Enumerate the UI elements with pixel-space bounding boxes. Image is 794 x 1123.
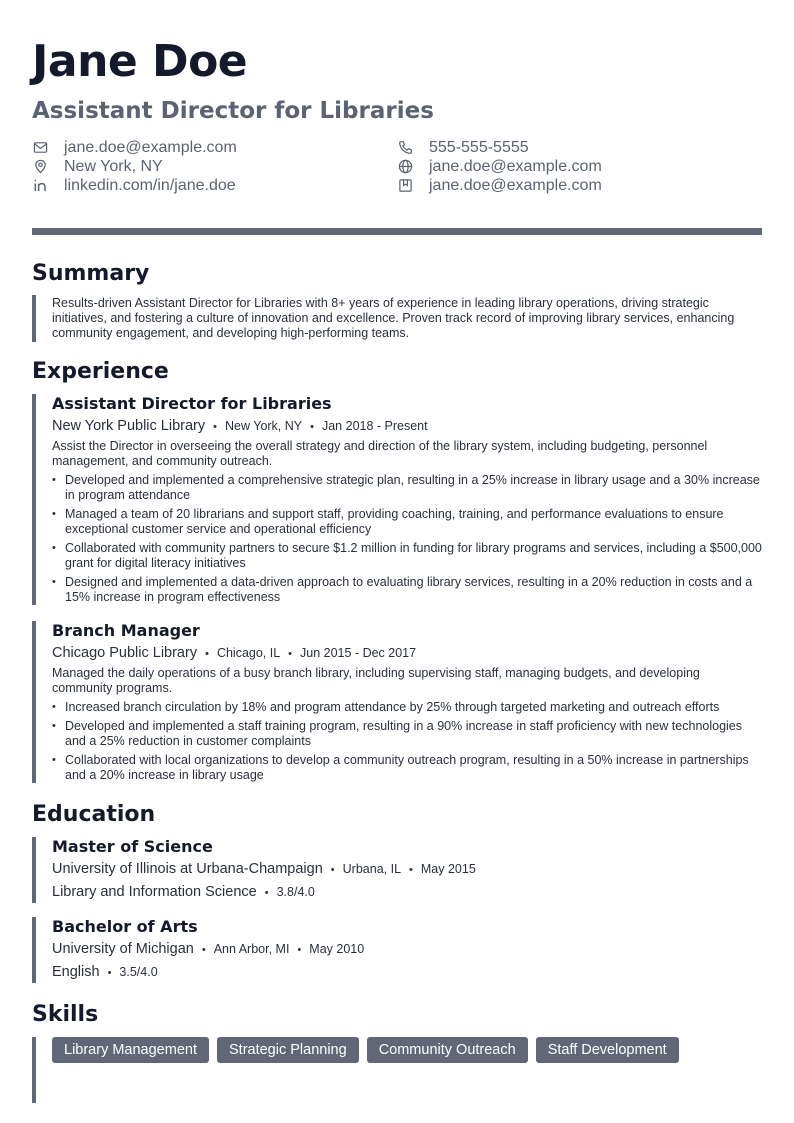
job-meta [52,416,762,437]
list-item: • Collaborated with local organizations to develop a community outreach program, resulting in a 50% increase in partnerships and a 20% increase in library usage [52,753,762,783]
contact-text: jane.doe@example.com [64,138,237,156]
school-location: Urbana, IL [342,862,402,876]
list-item: • Developed and implemented a staff training program, resulting in a 90% increase in staff proficiency with new technologies and a 25% reduction in customer complaints [52,719,762,749]
skills-block [32,1037,762,1103]
separator-dot: • [330,864,335,876]
skill-chip: Staff Development [536,1037,679,1063]
contact-text: New York, NY [64,157,163,175]
separator-dot: • [201,944,206,956]
contact-text: jane.doe@example.com [429,176,602,194]
job-organization: New York Public Library [52,418,206,434]
globe-icon [397,159,413,175]
resume-page [32,36,762,1103]
candidate-name: Jane Doe [32,36,248,87]
skill-chip: Strategic Planning [217,1037,359,1063]
list-item: • Managed a team of 20 librarians and support staff, providing coaching, training, and performance evaluations to ensure exceptional customer service and operational efficiency [52,507,762,537]
contact-linkedin[interactable] [32,176,397,195]
education-field-row [52,882,762,903]
contact-list [32,138,762,195]
graduation-date: May 2010 [309,942,365,956]
separator-dot: • [213,421,217,433]
graduation-date: May 2015 [420,862,476,876]
job-description: Assist the Director in overseeing the overall strategy and direction of the library system, including budgeting, personnel management, and community outreach. [52,439,708,468]
list-item: • Collaborated with community partners to secure $1.2 million in funding for library programs and services, including a $500,000 grant for digital literacy initiatives [52,541,762,571]
separator-dot: • [297,944,302,956]
location-icon [32,159,48,175]
education-entry [32,837,762,903]
job-location: Chicago, IL [216,646,281,660]
job-location: New York, NY [225,419,303,433]
gpa: 3.8/4.0 [276,885,315,899]
job-meta [52,643,762,664]
separator-dot: • [107,967,112,979]
education-entry [32,917,762,983]
summary-block [32,295,762,342]
separator-dot: • [288,648,293,660]
gpa: 3.5/4.0 [119,965,158,979]
linkedin-icon [32,178,48,194]
separator-dot: • [409,864,413,876]
separator-dot: • [205,648,209,660]
job-organization: Chicago Public Library [52,645,198,661]
contact-text: 555-555-5555 [429,138,529,156]
job-description: Managed the daily operations of a busy branch library, including supervising staff, managing budgets, and developing community programs. [52,666,700,695]
contact-website[interactable] [397,157,762,176]
job-title: Assistant Director for Libraries [52,394,332,413]
school-name: University of Michigan [52,941,194,957]
job-dates: Jan 2018 - Present [321,419,428,433]
list-item: • Designed and implemented a data-driven approach to evaluating library services, resulting in a 20% reduction in costs and a 15% increase in program effectiveness [52,575,762,605]
summary-text: Results-driven Assistant Director for Libraries with 8+ years of experience in leading library operations, driving strategic initiatives, and fostering a culture of innovation and excellence. Proven track record of improving library services, enhancing community engagement, and developing high-performing teams. [52,296,735,340]
experience-heading: Experience [32,359,169,384]
job-entry [32,394,762,605]
education-meta [52,859,762,880]
skill-chip: Community Outreach [367,1037,528,1063]
job-entry [32,621,762,783]
skills-chips [52,1037,762,1063]
contact-phone[interactable] [397,138,762,157]
list-item: • Developed and implemented a comprehensive strategic plan, resulting in a 25% increase in library usage and a 30% increase in program attendance [52,473,762,503]
school-name: University of Illinois at Urbana-Champaign [52,861,323,877]
field-of-study: English [52,964,100,980]
degree-title: Bachelor of Arts [52,917,198,936]
phone-icon [397,140,413,156]
separator-dot: • [264,887,269,899]
email-icon [32,140,48,156]
education-heading: Education [32,802,156,827]
candidate-title: Assistant Director for Libraries [32,98,434,124]
summary-heading: Summary [32,261,150,286]
contact-email[interactable] [32,138,397,157]
separator-dot: • [310,421,314,433]
job-bullets [52,700,762,783]
contact-text: linkedin.com/in/jane.doe [64,176,236,194]
job-title: Branch Manager [52,621,200,640]
list-item: • Increased branch circulation by 18% and program attendance by 25% through targeted marketing and outreach efforts [52,700,762,715]
job-dates: Jun 2015 - Dec 2017 [300,646,417,660]
field-of-study: Library and Information Science [52,884,257,900]
contact-location [32,157,397,176]
education-meta [52,939,762,960]
skill-chip: Library Management [52,1037,209,1063]
contact-portfolio[interactable] [397,176,762,195]
education-field-row [52,962,762,983]
school-location: Ann Arbor, MI [213,942,290,956]
skills-heading: Skills [32,1002,99,1027]
bookmark-icon [397,178,413,194]
contact-text: jane.doe@example.com [429,157,602,175]
header-divider [32,228,762,235]
degree-title: Master of Science [52,837,213,856]
job-bullets [52,473,762,605]
